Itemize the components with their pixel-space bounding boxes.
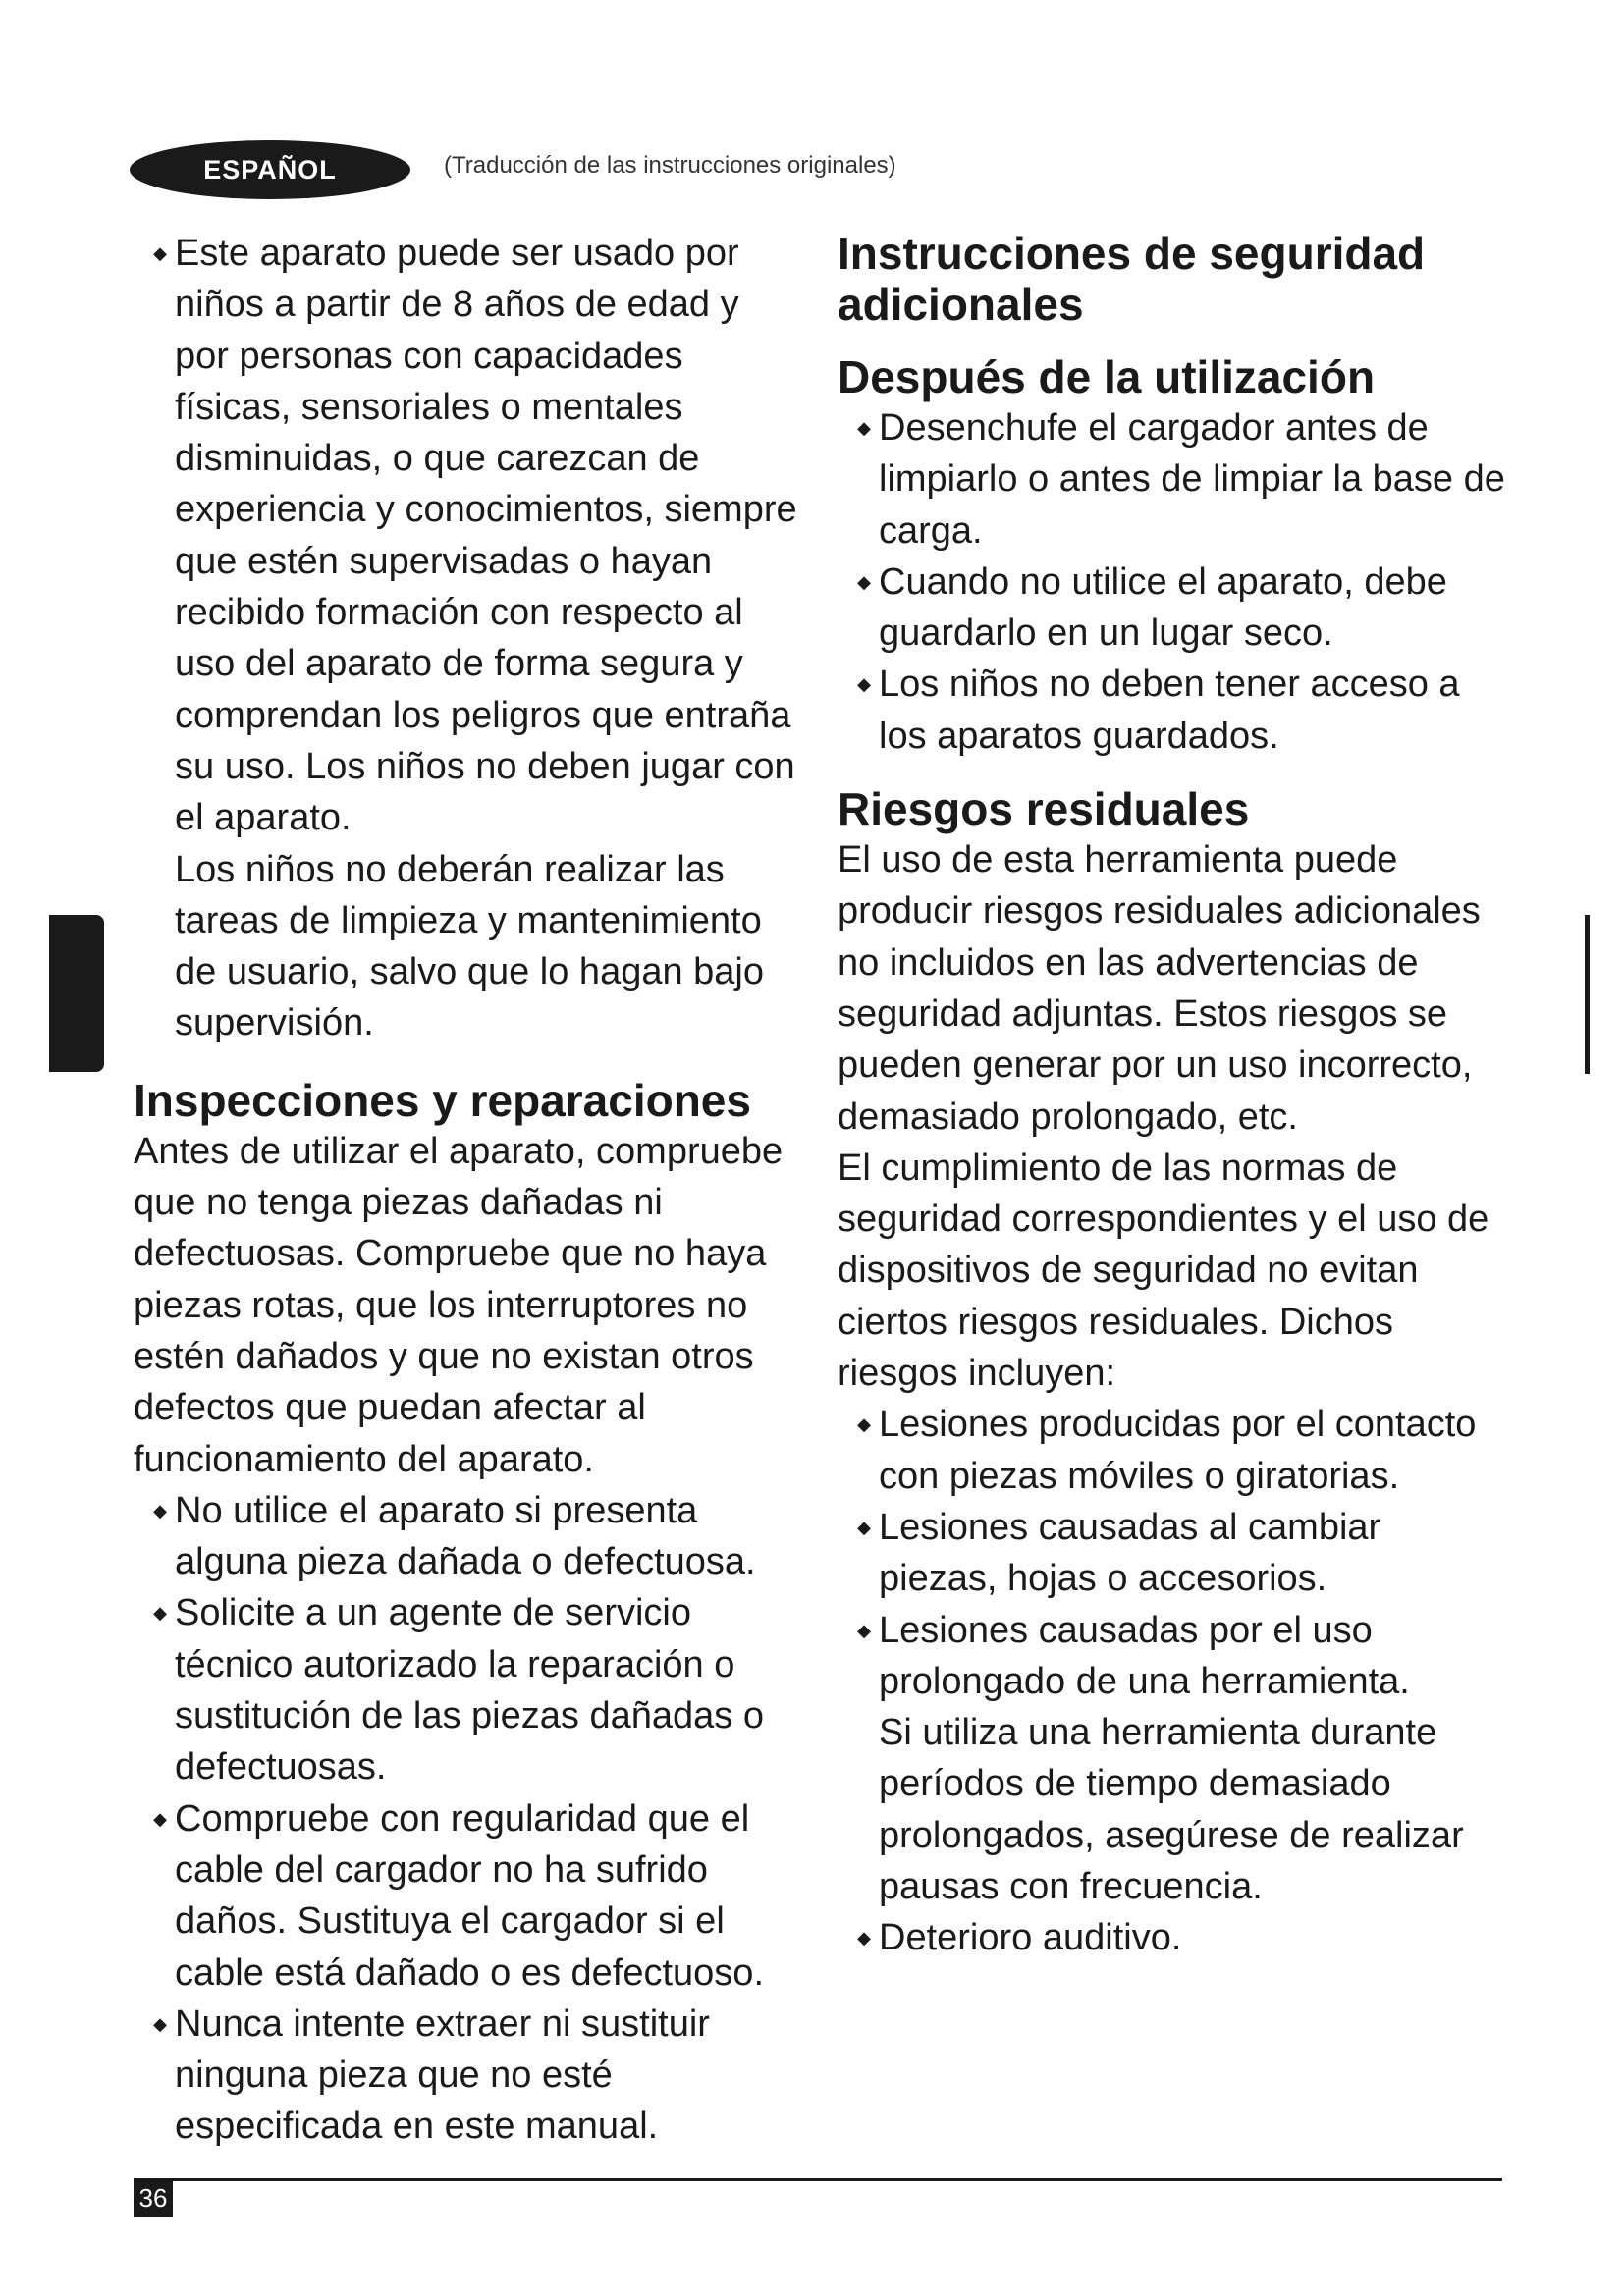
diamond-bullet-icon: ◆ xyxy=(857,1620,871,1640)
language-badge: ESPAÑOL xyxy=(130,140,410,199)
list-item xyxy=(134,1793,801,1999)
diamond-bullet-icon: ◆ xyxy=(857,418,871,438)
list-item xyxy=(838,557,1505,660)
list-item xyxy=(134,1485,801,1588)
diamond-bullet-icon: ◆ xyxy=(857,571,871,592)
list-item-text: Nunca intente extraer ni sustituir ninguna pieza que no esté especificada en este manual. xyxy=(175,2002,710,2148)
list-item xyxy=(134,1587,801,1792)
diamond-bullet-icon: ◆ xyxy=(857,674,871,695)
residual-paragraph: El cumplimiento de las normas de seguridad correspondientes y el uso de dispositivos de seguridad no evitan ciertos riesgos residuales. Dichos riesgos incluyen: xyxy=(838,1147,1489,1395)
list-item-text: Lesiones producidas por el contacto con piezas móviles o giratorias. xyxy=(879,1404,1477,1497)
list-item-text: Los niños no deben tener acceso a los aparatos guardados. xyxy=(879,664,1460,757)
residual-paragraph: El uso de esta herramienta puede producir riesgos residuales adicionales no incluidos en las advertencias de seguridad adjuntas. Estos riesgos se pueden generar por un uso incorrecto, demasiado prolongado, etc. xyxy=(838,839,1481,1138)
diamond-bullet-icon: ◆ xyxy=(153,1603,167,1624)
list-item-text: No utilice el aparato si presenta alguna pieza dañada o defectuosa. xyxy=(175,1489,756,1583)
list-item xyxy=(838,1502,1505,1605)
translation-note: (Traducción de las instrucciones originales) xyxy=(444,152,896,179)
list-item xyxy=(134,228,801,844)
list-item-text: Lesiones causadas por el uso prolongado de una herramienta. xyxy=(879,1609,1410,1702)
diamond-bullet-icon: ◆ xyxy=(857,1415,871,1435)
list-item-text: Este aparato puede ser usado por niños a partir de 8 años de edad y por personas con capacidades físicas, sensoriales o mentales disminuidas, o que carezcan de experiencia y conocimientos, siempre que estén supervisadas o hayan recibido formación con respecto al uso del aparato de forma segura y comprendan los peligros que entraña su uso. Los niños no deben jugar con el aparato. xyxy=(175,233,797,839)
list-item xyxy=(134,1999,801,2153)
list-item-text: Desenchufe el cargador antes de limpiarlo o antes de limpiar la base de carga. xyxy=(879,407,1505,552)
diamond-bullet-icon: ◆ xyxy=(857,1517,871,1537)
diamond-bullet-icon: ◆ xyxy=(153,243,167,263)
right-column xyxy=(838,228,1505,1964)
residual-risks-heading: Riesgos residuales xyxy=(838,783,1250,835)
inspections-paragraph: Antes de utilizar el aparato, compruebe que no tenga piezas dañadas ni defectuosas. Compruebe que no haya piezas rotas, que los interruptores no estén dañados y que no existan otros defectos que puedan afectar al funcionamiento del aparato. xyxy=(134,1130,784,1480)
list-item xyxy=(838,659,1505,762)
diamond-bullet-icon: ◆ xyxy=(153,1808,167,1829)
list-item-text: Deterioro auditivo. xyxy=(879,1917,1182,1959)
after-use-heading: Después de la utilización xyxy=(838,351,1376,402)
list-item xyxy=(838,402,1505,557)
diamond-bullet-icon: ◆ xyxy=(857,1928,871,1949)
footer-divider xyxy=(134,2178,1502,2181)
section-edge-marker xyxy=(1585,915,1590,1074)
list-item xyxy=(838,1912,1505,1963)
section-tab-marker xyxy=(49,915,104,1072)
list-item xyxy=(838,1399,1505,1502)
children-cleaning-note: Los niños no deberán realizar las tareas de limpieza y mantenimiento de usuario, salvo que lo hagan bajo supervisión. xyxy=(175,848,765,1044)
diamond-bullet-icon: ◆ xyxy=(153,2013,167,2034)
list-item-text: Lesiones causadas al cambiar piezas, hojas o accesorios. xyxy=(879,1506,1381,1600)
list-item-text: Cuando no utilice el aparato, debe guardarlo en un lugar seco. xyxy=(879,561,1447,655)
page-number: 36 xyxy=(134,2178,173,2217)
list-item-text: Solicite a un agente de servicio técnico autorizado la reparación o sustitución de las piezas dañadas o defectuosas. xyxy=(175,1592,764,1789)
list-item-text: Compruebe con regularidad que el cable del cargador no ha sufrido daños. Sustituya el cargador si el cable está dañado o es defectuoso. xyxy=(175,1797,765,1994)
left-column xyxy=(134,228,801,2153)
diamond-bullet-icon: ◆ xyxy=(153,1500,167,1521)
additional-safety-heading: Instrucciones de seguridad adicionales xyxy=(838,228,1426,330)
pause-recommendation: Si utiliza una herramienta durante períodos de tiempo demasiado prolongados, asegúrese de realizar pausas con frecuencia. xyxy=(879,1712,1464,1908)
inspections-heading: Inspecciones y reparaciones xyxy=(134,1074,751,1126)
list-item xyxy=(838,1605,1505,1708)
